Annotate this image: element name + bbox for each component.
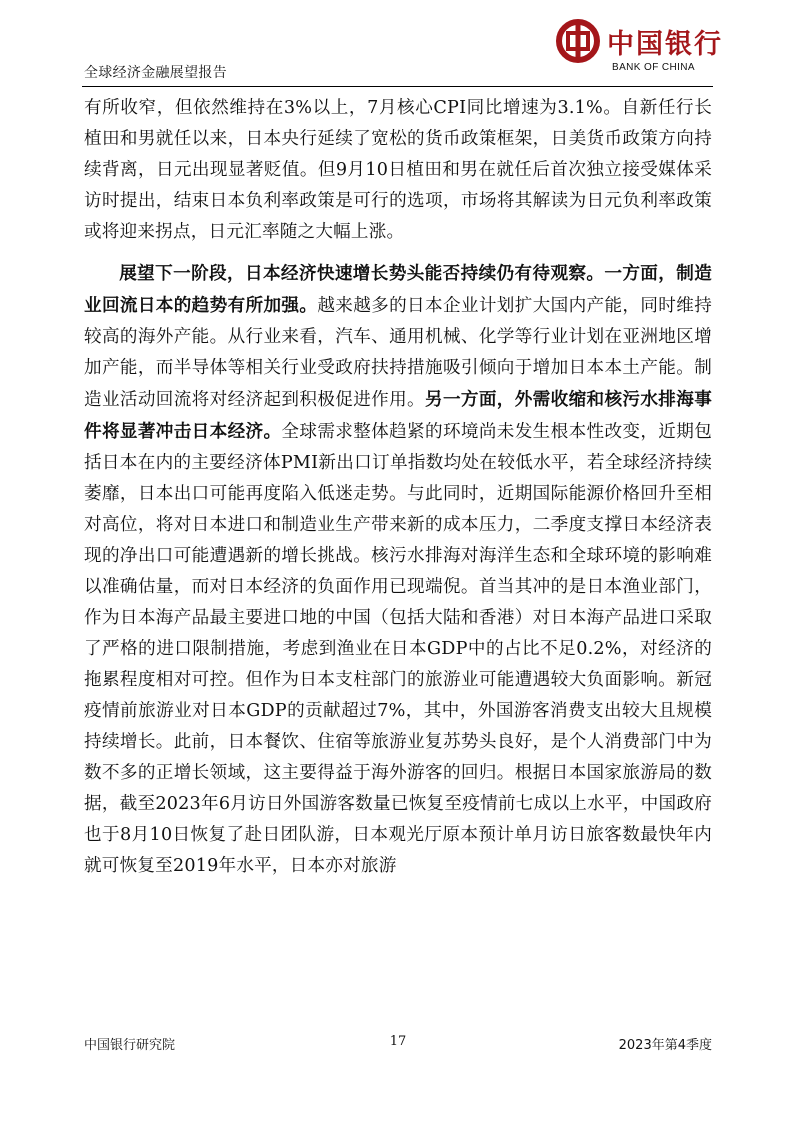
page-header [82, 0, 723, 87]
footer-period: 2023年第4季度 [618, 1038, 712, 1053]
bank-of-china-emblem-icon [555, 18, 601, 64]
page-footer [84, 1034, 712, 1058]
paragraph-outlook [84, 258, 712, 882]
text-risks: 全球需求整体趋紧的环境尚未发生根本性改变，近期包括日本在内的主要经济体PMI新出口订单指数均处在较低水平，若全球经济持续萎靡，日本出口可能再度陷入低迷走势。与此同时，近期国际能源价格回升至相对高位，将对日本进口和制造业生产带来新的成本压力，二季度支撑日本经济表现的净出口可能遭遇新的增长挑战。核污水排海对海洋生态和全球环境的影响难以准确估量，而对日本经济的负面作用已现端倪。首当其冲的是日本渔业部门，作为日本海产品最主要进口地的中国（包括大陆和香港）对日本海产品进口采取了严格的进口限制措施，考虑到渔业在日本GDP中的占比不足0.2%，对经济的拖累程度相对可控。但作为日本支柱部门的旅游业可能遭遇较大负面影响。新冠疫情前旅游业对日本GDP的贡献超过7%，其中，外国游客消费支出较大且规模持续增长。此前，日本餐饮、住宿等旅游业复苏势头良好，是个人消费部门中为数不多的正增长领域，这主要得益于海外游客的回归。根据日本国家旅游局的数据，截至2023年6月访日外国游客数量已恢复至疫情前七成以上水平，中国政府也于8月10日恢复了赴日团队游，日本观光厅原本预计单月访日旅客数最快年内就可恢复至2019年水平，日本亦对旅游 [84, 422, 712, 876]
footer-institute: 中国银行研究院 [84, 1038, 176, 1053]
bold-statement-outlook: 展望下一阶段，日本经济快速增长势头能否持续仍有待观察。一方面，制造业回流日本的趋势有所加强。 [84, 263, 712, 316]
paragraph-continued: 有所收窄，但依然维持在3%以上，7月核心CPI同比增速为3.1%。自新任行长植田和男就任以来，日本央行延续了宽松的货币政策框架，日美货币政策方向持续背离，日元出现显著贬值。但9月10日植田和男在就任后首次独立接受媒体采访时提出，结束日本负利率政策是可行的选项，市场将其解读为日元负利率政策或将迎来拐点，日元汇率随之大幅上涨。 [84, 98, 712, 242]
main-content [84, 93, 712, 1013]
bold-statement-risks: 另一方面，外需收缩和核污水排海事件将显著冲击日本经济。 [84, 389, 712, 442]
logo-english-name: BANK OF CHINA [612, 62, 695, 73]
report-title: 全球经济金融展望报告 [84, 65, 227, 81]
logo-chinese-name: 中国银行 [607, 29, 723, 60]
bank-logo [555, 14, 723, 80]
text-reshoring: 越来越多的日本企业计划扩大国内产能，同时维持较高的海外产能。从行业来看，汽车、通用机械、化学等行业计划在亚洲地区增加产能，而半导体等相关行业受政府扶持措施吸引倾向于增加日本本土产能。制造业活动回流将对经济起到积极促进作用。 [84, 296, 712, 410]
page-number: 17 [389, 1034, 407, 1049]
